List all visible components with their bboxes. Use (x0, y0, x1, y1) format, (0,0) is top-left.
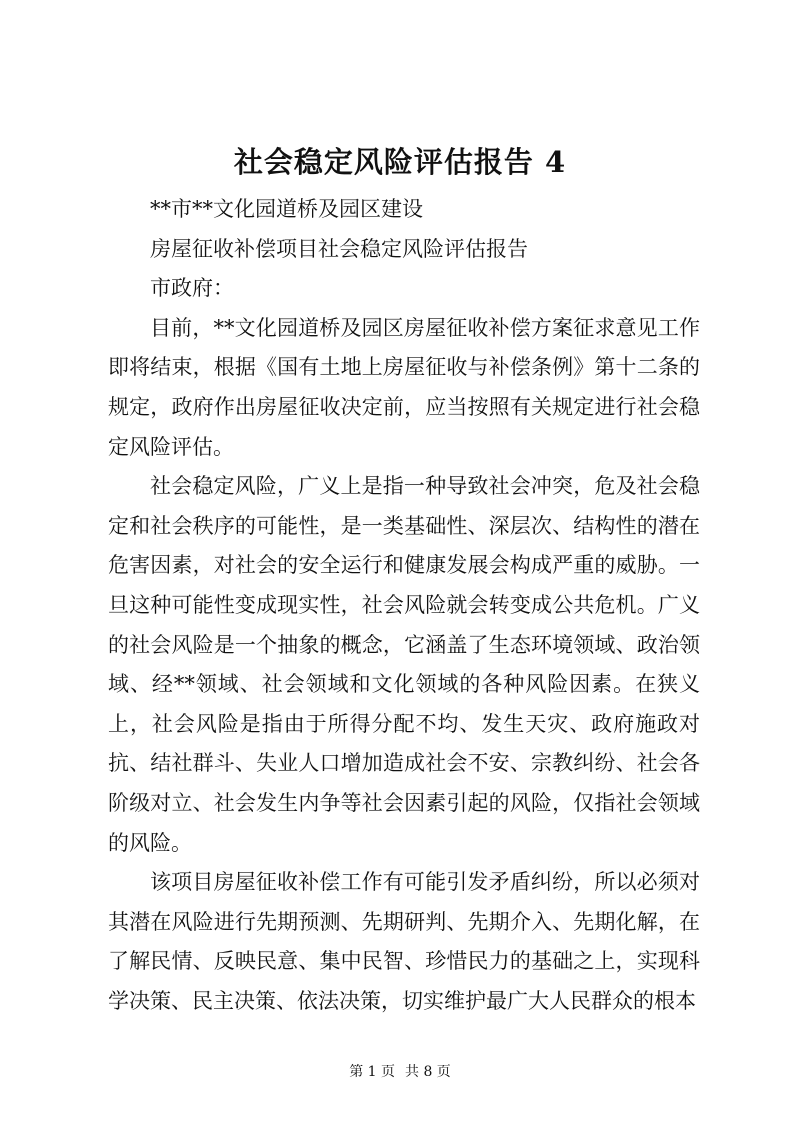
project-name-line-2: 房屋征收补偿项目社会稳定风险评估报告 (150, 236, 528, 261)
page-footer (0, 1062, 800, 1082)
addressee: 市政府： (150, 276, 234, 301)
project-name-line-1: **市**文化园道桥及园区建设 (150, 197, 423, 221)
paragraph-intro: 目前，**文化园道桥及园区房屋征收补偿方案征求意见工作即将结束，根据《国有土地上房屋征收与补偿条例》第十二条的规定，政府作出房屋征收决定前，应当按照有关规定进行社会稳定风险评估。 (108, 315, 700, 459)
document-body (108, 190, 700, 1021)
page-total: 共 8 页 (405, 1064, 451, 1080)
paragraph-definition: 社会稳定风险，广义上是指一种导致社会冲突，危及社会稳定和社会秩序的可能性，是一类基础性、深层次、结构性的潜在危害因素，对社会的安全运行和健康发展会构成严重的威胁。一旦这种可能性变成现实性，社会风险就会转变成公共危机。广义的社会风险是一个抽象的概念，它涵盖了生态环境领域、政治领域、经**领域、社会领域和文化领域的各种风险因素。在狭义上，社会风险是指由于所得分配不均、发生天灾、政府施政对抗、结社群斗、失业人口增加造成社会不安、宗教纠纷、社会各阶级对立、社会发生内争等社会因素引起的风险，仅指社会领域的风险。 (108, 474, 700, 855)
document-title: 社会稳定风险评估报告 4 (233, 145, 567, 179)
paragraph-project-risk: 该项目房屋征收补偿工作有可能引发矛盾纠纷，所以必须对其潜在风险进行先期预测、先期研判、先期介入、先期化解，在了解民情、反映民意、集中民智、珍惜民力的基础之上，实现科学决策、民主决策、依法决策，切实维护最广大人民群众的根本 (108, 870, 700, 1013)
page-number: 第 1 页 (349, 1064, 395, 1080)
